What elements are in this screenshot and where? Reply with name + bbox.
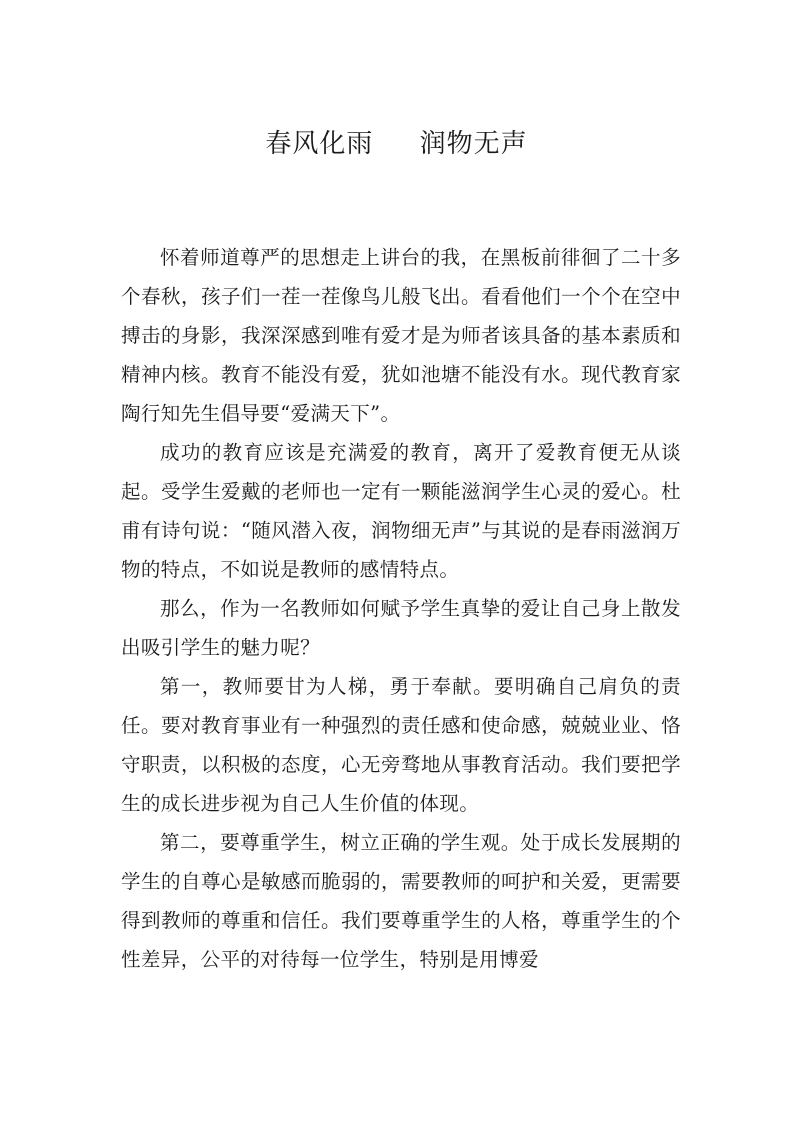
paragraph-1: 怀着师道尊严的思想走上讲台的我，在黑板前徘徊了二十多个春秋，孩子们一茬一茬像鸟儿般飞出。看看他们一个个在空中搏击的身影，我深深感到唯有爱才是为师者该具备的基本素质和精神内核。教育不能没有爱，犹如池塘不能没有水。现代教育家陶行知先生倡导要“爱满天下”。 <box>121 246 681 425</box>
document-body <box>121 238 681 979</box>
page-title: 春风化雨 润物无声 <box>265 129 528 159</box>
paragraph-2: 成功的教育应该是充满爱的教育，离开了爱教育便无从谈起。受学生爱戴的老师也一定有一颗能滋润学生心灵的爱心。杜甫有诗句说：“随风潜入夜，润物细无声”与其说的是春雨滋润万物的特点，不如说是教师的感情特点。 <box>121 441 681 581</box>
paragraph-4: 第一，教师要甘为人梯，勇于奉献。要明确自己肩负的责任。要对教育事业有一种强烈的责任感和使命感，兢兢业业、恪守职责，以积极的态度，心无旁骛地从事教育活动。我们要把学生的成长进步视为自己人生价值的体现。 <box>121 675 681 815</box>
paragraph-5: 第二，要尊重学生，树立正确的学生观。处于成长发展期的学生的自尊心是敏感而脆弱的，需要教师的呵护和关爱，更需要得到教师的尊重和信任。我们要尊重学生的人格，尊重学生的个性差异，公平的对待每一位学生，特别是用博爱 <box>121 831 681 971</box>
paragraph-3: 那么，作为一名教师如何赋予学生真挚的爱让自己身上散发出吸引学生的魅力呢？ <box>121 597 681 659</box>
